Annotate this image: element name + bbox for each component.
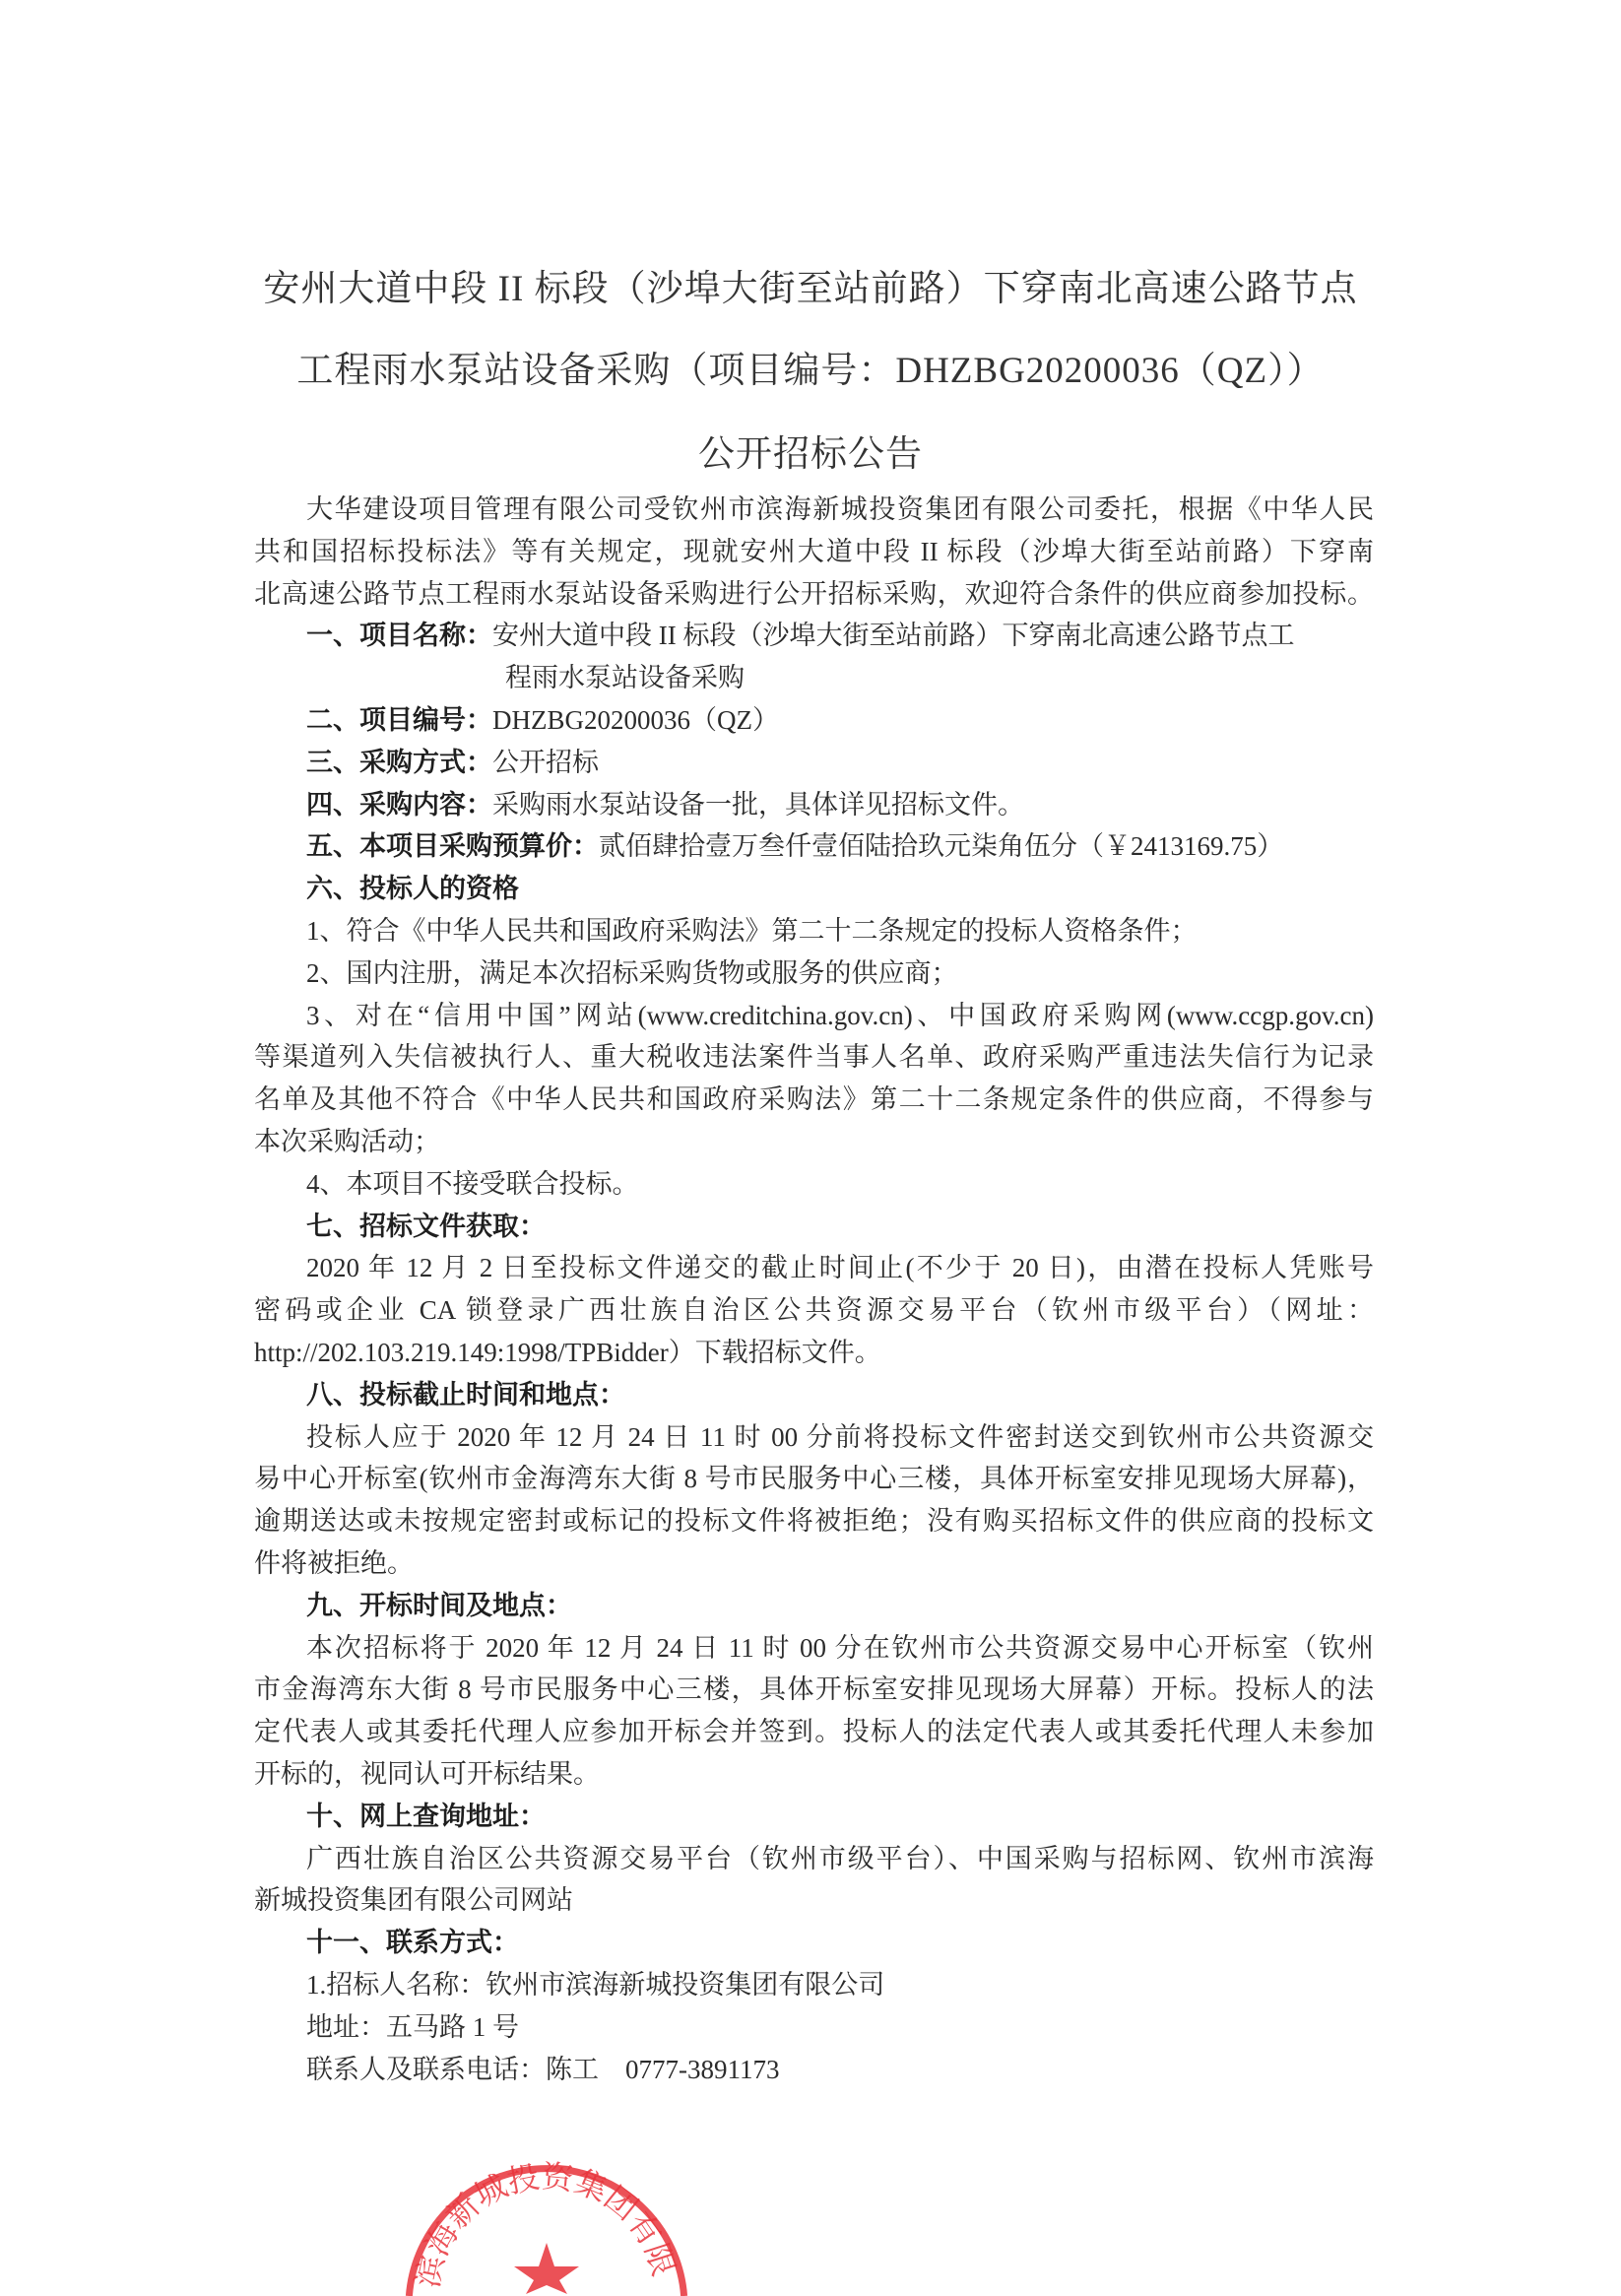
line-text: 3、对在“信用中国”网站(www.creditchina.gov.cn)、中国政府采购网(www.ccgp.gov.cn) <box>306 1000 1374 1030</box>
notice-heading: 公开招标公告 <box>698 434 923 475</box>
body-line <box>254 1543 414 1583</box>
line-text: 公开招标 <box>492 747 599 777</box>
section-label: 二、项目编号： <box>306 705 492 735</box>
body-line <box>306 953 958 993</box>
section-line <box>306 743 599 782</box>
line-text: http://202.103.219.149:1998/TPBidder）下载招标文件。 <box>254 1338 881 1367</box>
line-text: 1.招标人名称：钦州市滨海新城投资集团有限公司 <box>306 1970 885 2000</box>
line-text: 投标人应于 2020 年 12 月 24 日 11 时 00 分前将投标文件密封送交到钦州市公共资源交 <box>306 1421 1374 1452</box>
section-line <box>306 1923 519 1962</box>
line-text: 联系人及联系电话：陈工 0777-3891173 <box>306 2054 780 2084</box>
line-text: 共和国招标投标法》等有关规定，现就安州大道中段 II 标段（沙埠大街至站前路）下穿南 <box>254 536 1374 566</box>
body-line <box>254 1080 1374 1119</box>
section-label: 一、项目名称： <box>306 621 492 651</box>
section-line <box>306 1797 546 1836</box>
body-line <box>505 658 745 697</box>
line-text: 定代表人或其委托代理人应参加开标会并签到。投标人的法定代表人或其委托代理人未参加 <box>254 1717 1374 1747</box>
line-text: 2、国内注册，满足本次招标采购货物或服务的供应商； <box>306 957 958 988</box>
body-line <box>306 1628 1374 1668</box>
section-label: 八、投标截止时间和地点： <box>306 1379 625 1410</box>
section-line <box>306 869 519 908</box>
line-text: 4、本项目不接受联合投标。 <box>306 1168 639 1199</box>
body-line <box>306 1417 1374 1457</box>
line-text: 程雨水泵站设备采购 <box>505 663 745 693</box>
line-text: DHZBG20200036（QZ） <box>492 705 779 735</box>
body-line <box>254 1122 440 1161</box>
section-label: 五、本项目采购预算价： <box>306 831 599 862</box>
body-line <box>306 1248 1374 1287</box>
body-line <box>306 1839 1374 1878</box>
section-label: 十一、联系方式： <box>306 1928 519 1958</box>
title-line-1: 安州大道中段 II 标段（沙埠大街至站前路）下穿南北高速公路节点 <box>263 269 1358 309</box>
section-label: 三、采购方式： <box>306 747 492 777</box>
body-line <box>306 996 1374 1035</box>
line-text: 逾期送达或未按规定密封或标记的投标文件将被拒绝；没有购买招标文件的供应商的投标文 <box>254 1506 1374 1537</box>
seal-text: 滨海新城投资集团有限 <box>408 2158 683 2291</box>
line-text: 本次采购活动； <box>254 1127 440 1156</box>
body-line <box>254 1333 881 1372</box>
line-text: 采购雨水泵站设备一批，具体详见招标文件。 <box>492 789 1024 820</box>
body-line <box>254 574 1374 614</box>
line-text: 2020 年 12 月 2 日至投标文件递交的截止时间止(不少于 20 日)，由潜在投标人凭账号 <box>306 1253 1374 1283</box>
body-line <box>306 911 1198 951</box>
body-line <box>254 1880 573 1920</box>
title-line-2: 工程雨水泵站设备采购（项目编号：DHZBG20200036（QZ）） <box>296 351 1325 391</box>
section-line <box>306 785 1024 824</box>
section-label: 七、招标文件获取： <box>306 1211 546 1241</box>
body-line <box>306 490 1374 529</box>
section-line <box>306 826 1283 866</box>
line-text: 件将被拒绝。 <box>254 1548 414 1578</box>
body-line <box>254 1754 600 1794</box>
body-line <box>306 1965 884 2004</box>
star-icon <box>514 2243 579 2294</box>
section-line <box>306 1207 546 1246</box>
line-text: 地址：五马路 1 号 <box>306 2011 519 2042</box>
body-line <box>254 1501 1374 1541</box>
line-text: 本次招标将于 2020 年 12 月 24 日 11 时 00 分在钦州市公共资源交易中心开标室（钦州 <box>306 1632 1374 1663</box>
line-text: 大华建设项目管理有限公司受钦州市滨海新城投资集团有限公司委托，根据《中华人民 <box>306 494 1374 524</box>
line-text: 市金海湾东大街 8 号市民服务中心三楼，具体开标室安排见现场大屏幕）开标。投标人的法 <box>254 1674 1374 1705</box>
body-line <box>306 2007 519 2047</box>
line-text: 开标的，视同认可开标结果。 <box>254 1759 600 1789</box>
body-line <box>254 1459 1374 1498</box>
line-text: 安州大道中段 II 标段（沙埠大街至站前路）下穿南北高速公路节点工 <box>492 621 1295 651</box>
line-text: 广西壮族自治区公共资源交易平台（钦州市级平台）、中国采购与招标网、钦州市滨海 <box>306 1843 1374 1873</box>
line-text: 名单及其他不符合《中华人民共和国政府采购法》第二十二条规定条件的供应商，不得参与 <box>254 1084 1374 1115</box>
company-seal <box>399 2158 694 2296</box>
section-line <box>306 616 1294 655</box>
line-text: 1、符合《中华人民共和国政府采购法》第二十二条规定的投标人资格条件； <box>306 916 1198 946</box>
section-label: 十、网上查询地址： <box>306 1801 546 1831</box>
line-text: 等渠道列入失信被执行人、重大税收违法案件当事人名单、政府采购严重违法失信行为记录 <box>254 1042 1374 1073</box>
section-label: 四、采购内容： <box>306 789 492 820</box>
body-line <box>254 1037 1374 1077</box>
line-text: 易中心开标室(钦州市金海湾东大街 8 号市民服务中心三楼，具体开标室安排见现场大屏幕)， <box>254 1464 1374 1494</box>
body-line <box>306 1164 639 1204</box>
line-text: 贰佰肆拾壹万叁仟壹佰陆拾玖元柒角伍分（￥2413169.75） <box>599 831 1284 862</box>
body-line <box>254 1712 1374 1751</box>
body-line <box>254 532 1374 571</box>
section-line <box>306 700 779 740</box>
line-text: 密码或企业 CA 锁登录广西壮族自治区公共资源交易平台（钦州市级平台）（网址： <box>254 1295 1374 1326</box>
line-text: 新城投资集团有限公司网站 <box>254 1885 573 1916</box>
section-label: 九、开标时间及地点： <box>306 1590 572 1620</box>
section-label: 六、投标人的资格 <box>306 874 519 904</box>
body-line <box>306 2050 780 2089</box>
body-line <box>254 1670 1374 1709</box>
body-line <box>254 1290 1374 1330</box>
section-line <box>306 1375 625 1414</box>
section-line <box>306 1586 572 1625</box>
line-text: 北高速公路节点工程雨水泵站设备采购进行公开招标采购，欢迎符合条件的供应商参加投标。 <box>254 578 1374 609</box>
